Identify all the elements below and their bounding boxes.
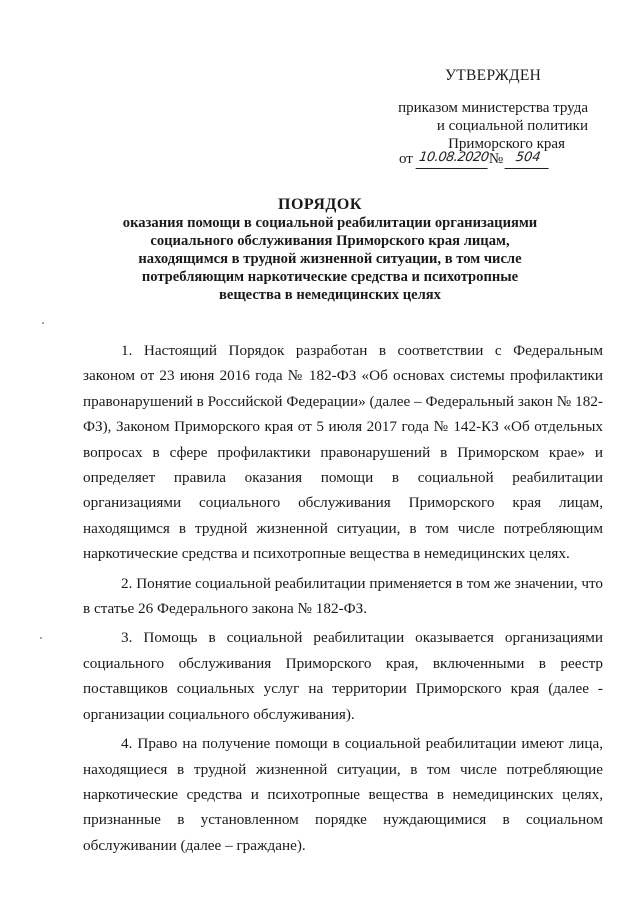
subtitle-line: социального обслуживания Приморского края лицам, [150, 233, 510, 249]
paragraph-2: 2. Понятие социальной реабилитации применяется в том же значении, что в статье 26 Федерального закона № 182-ФЗ. [83, 574, 603, 618]
paragraph-1: 1. Настоящий Порядок разработан в соответствии с Федеральным законом от 23 июня 2016 года № 182-ФЗ «Об основах системы профилактики правонарушений в Российской Федерации» (далее – Федеральный закон № 182-ФЗ), Законом Приморского края от 5 июля 2017 года № 142-КЗ «Об отдельных вопросах в сфере профилактики правонарушений в Приморском крае» и определяет правила оказания помощи в социальной реабилитации организациями социального обслуживания Приморского края лицам, находящимся в трудной жизненной ситуации, в том числе потребляющим наркотические средства и психотропные вещества в немедицинских целях. [83, 342, 603, 563]
subtitle-line: потребляющим наркотические средства и психотропные [141, 269, 519, 285]
approval-line-order: приказом министерства труда [398, 100, 588, 116]
document-body [83, 338, 603, 858]
document-subtitle [110, 214, 550, 304]
scan-speck [42, 322, 44, 324]
paragraph-3: 3. Помощь в социальной реабилитации оказывается организациями социального обслуживания Приморского края, включенными в реестр поставщиков социальных услуг на территории Приморского края (далее - организации социального обслуживания). [83, 629, 603, 723]
approval-line-policy: и социальной политики [436, 118, 588, 134]
scan-speck [40, 637, 42, 639]
handwritten-date: 10.08.2020 [415, 148, 490, 169]
approval-title: УТВЕРЖДЕН [445, 67, 542, 84]
subtitle-line: находящимся в трудной жизненной ситуации, в том числе [138, 251, 522, 267]
approval-line-region: Приморского края [448, 136, 565, 152]
paragraph-4: 4. Право на получение помощи в социальной реабилитации имеют лица, находящиеся в трудной жизненной ситуации, в том числе потребляющие наркотические средства и психотропные вещества в немедицинских целях, признанные в установленном порядке нуждающимися в социальном обслуживании (далее – граждане). [83, 735, 603, 854]
subtitle-line: оказания помощи в социальной реабилитации организациями [122, 215, 538, 231]
approval-date-number-row [399, 148, 550, 169]
handwritten-number: 504 [505, 148, 552, 169]
number-label: № [488, 151, 504, 167]
document-title: ПОРЯДОК [278, 196, 362, 213]
subtitle-line: вещества в немедицинских целях [219, 287, 441, 303]
from-label: от [399, 151, 413, 167]
